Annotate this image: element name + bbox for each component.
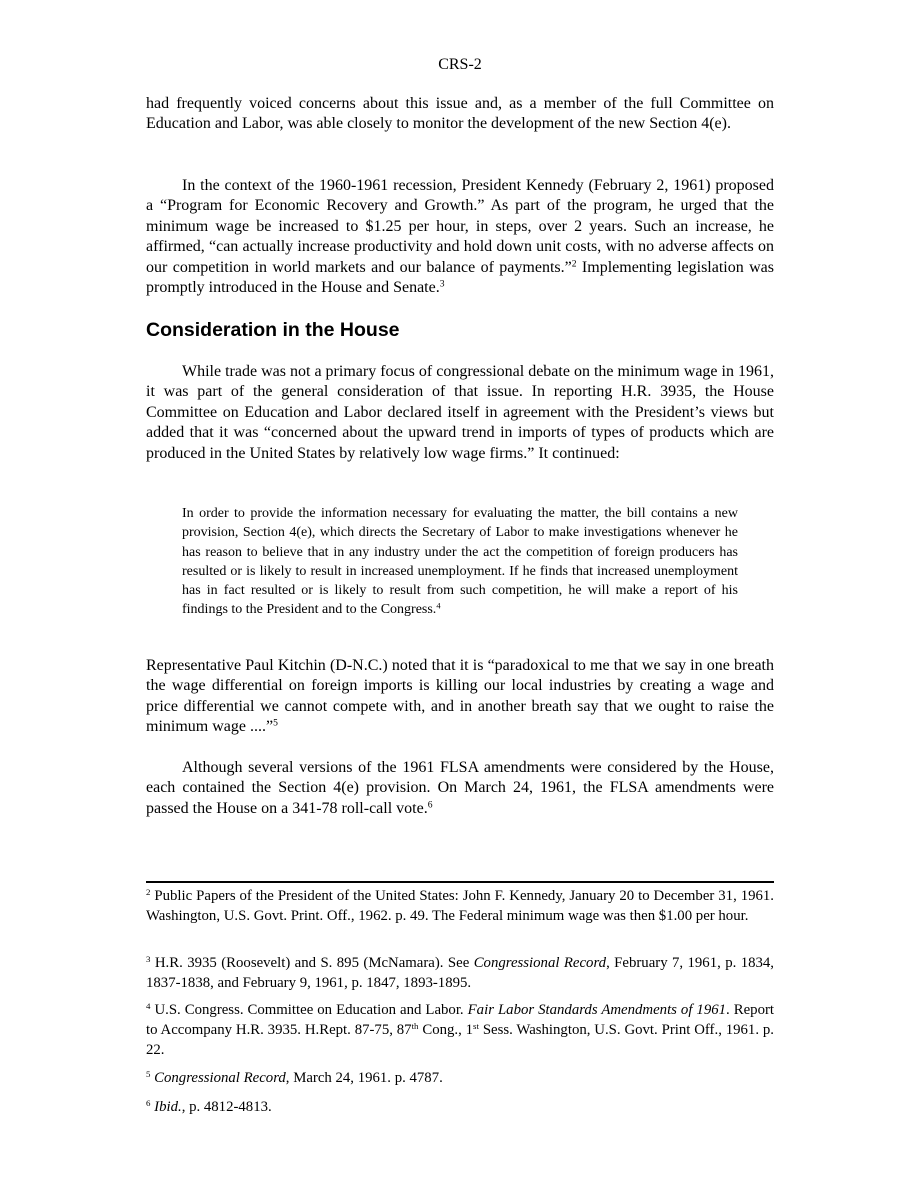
section-heading: Consideration in the House [146,319,400,341]
paragraph-3: While trade was not a primary focus of congressional debate on the minimum wage in 1961, it was part of the general consideration of that issue. In reporting H.R. 3935, the House Committee on Education and Labor declared itself in agreement with the President’s views but added that it was “concerned about the upward trend in imports of types of products which are produced in the United States by relatively low wage firms.” It continued: [146,363,774,462]
paragraph-2: In the context of the 1960-1961 recession, President Kennedy (February 2, 1961) proposed a “Program for Economic Recovery and Growth.” As part of the program, he urged that the minimum wage be increased to $1.25 per hour, in steps, over 2 years. Such an increase, he affirmed, “can actually increase productivity and hold down unit costs, with no adverse affects on our competition in world markets and our balance of payments.”$^2$ Implementing legislation was promptly introduced in the House and Senate.$^3$ [146,177,774,297]
footnote-divider [146,881,774,883]
paragraph-5: Although several versions of the 1961 FLSA amendments were considered by the House, each contained the Section 4(e) provision. On March 24, 1961, the FLSA amendments were passed the House on a 341-78 roll-call vote.$^6$ [146,759,774,817]
footnote-6: $^6$ Ibid., p. 4812-4813. [146,1098,272,1115]
page-number: CRS-2 [438,56,482,73]
footnote-3: $^3$ H.R. 3935 (Roosevelt) and S. 895 (McNamara). See Congressional Record, February 7, 1961, p. 1834, 1837-1838, and February 9, 1961, p. 1847, 1893-1895. [146,954,775,991]
paragraph-4: Representative Paul Kitchin (D-N.C.) noted that it is “paradoxical to me that we say in one breath the wage differential on foreign imports is killing our local industries by creating a wage and price differential we cannot compete with, and in another breath say that we ought to raise the minimum wage ....”$^5$ [146,657,774,736]
footnote-5: $^5$ Congressional Record, March 24, 1961. p. 4787. [146,1069,443,1086]
footnote-ref-3: 3 [439,278,445,290]
footnote-ref-6: 6 [427,799,433,811]
paragraph-1: had frequently voiced concerns about this issue and, as a member of the full Committee on Education and Labor, was able closely to monitor the development of the new Section 4(e). [146,95,774,133]
footnote-ref-5: 5 [273,717,278,729]
block-quote: In order to provide the information necessary for evaluating the matter, the bill contains a new provision, Section 4(e), which directs the Secretary of Labor to make investigations whenever he has reason to believe that in any industry under the act the competition of foreign producers has resulted or is likely to result in increased unemployment. If he finds that increased unemployment has in fact resulted or is likely to result from such competition, he will make a report of his findings to the President and to the Congress.$^4$ [182,506,738,618]
footnote-ref-4: 4 [436,601,441,611]
footnote-ref-2: 2 [571,258,577,270]
footnote-4: $^4$ U.S. Congress. Committee on Education and Labor. Fair Labor Standards Amendments of 1961. Report to Accompany H.R. 3935. H.Rept. 87-75, 87th Cong., 1st Sess. Washington, U.S. Govt. Print Off., 1961. p. 22. [146,1001,775,1058]
footnote-2: $^2$ Public Papers of the President of the United States: John F. Kennedy, January 20 to December 31, 1961. Washington, U.S. Govt. Print. Off., 1962. p. 49. The Federal minimum wage was then $1.00 per hour. [146,887,775,924]
